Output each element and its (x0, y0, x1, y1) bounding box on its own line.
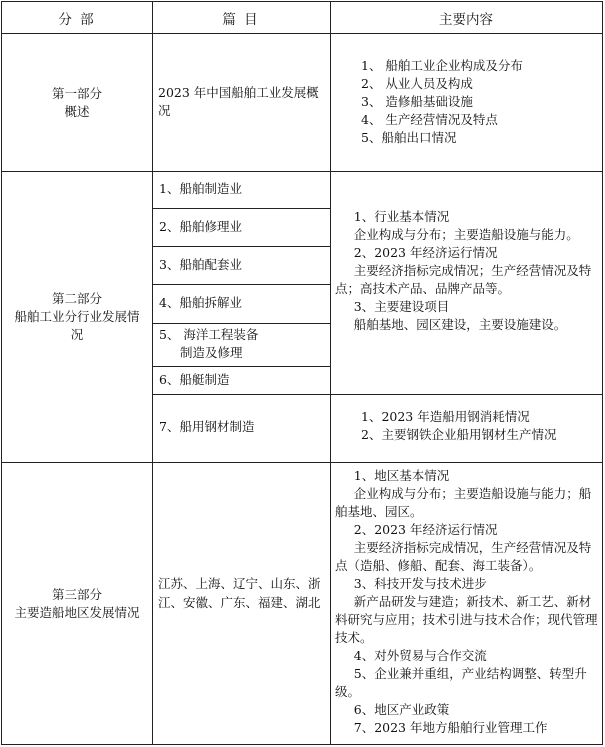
list-item: 3、科技开发与技术进步 (353, 576, 487, 591)
chapter-item: 2、船舶修理业 (159, 219, 242, 234)
list-item: 3、 造修船基础设施 (361, 94, 473, 109)
part3-cell (2, 463, 152, 744)
header-content: 主要内容 (439, 11, 493, 28)
row-divider (152, 208, 330, 209)
part3-chapter: 江苏、上海、辽宁、山东、浙江、安徽、广东、福建、湖北 (158, 576, 321, 610)
chapter-item: 4、船舶拆解业 (159, 295, 242, 310)
list-item: 1、地区基本情况 (353, 468, 450, 483)
list-item: 新产品研发与建造；新技术、新工艺、新材料研究与应用；技术引进与技术合作；现代管理技术。 (335, 594, 598, 645)
list-item: 5、企业兼并重组，产业结构调整、转型升级。 (335, 666, 587, 699)
list-item: 企业构成与分布；主要造船设施与能力；船舶基地、园区。 (335, 486, 592, 519)
chapter-item: 6、船艇制造 (159, 372, 230, 387)
part2-cell (2, 172, 152, 462)
outline-table (1, 1, 603, 745)
column-divider (152, 2, 153, 744)
part1-chapter: 2023 年中国船舶工业发展概况 (158, 85, 319, 118)
list-item: 6、地区产业政策 (353, 702, 450, 717)
list-item: 主要经济指标完成情况；生产经营情况及特点；高技术产品、品牌产品等。 (335, 263, 592, 296)
list-item: 2、 从业人员及构成 (361, 76, 473, 91)
part1-cell (2, 34, 152, 171)
part3-content (335, 467, 599, 737)
chapter-item: 5、 海洋工程装备 (159, 327, 259, 342)
row-divider (152, 366, 330, 367)
chapter-item: 1、船舶制造业 (159, 181, 242, 196)
chapter-item-cont: 制造及修理 (180, 345, 243, 360)
list-item: 企业构成与分布；主要造船设施与能力。 (353, 227, 579, 242)
list-item: 5、船舶出口情况 (361, 130, 457, 145)
row-divider (152, 323, 330, 324)
header-chapter: 篇 目 (222, 11, 260, 28)
list-item: 1、行业基本情况 (353, 209, 450, 224)
header-part: 分 部 (58, 11, 96, 28)
part2-subtitle: 船舶工业分行业发展情况 (14, 309, 140, 342)
list-item: 4、对外贸易与合作交流 (353, 648, 487, 663)
part2-content-a (335, 208, 599, 334)
row-divider (152, 394, 602, 395)
part3-subtitle: 主要造船地区发展情况 (14, 604, 140, 620)
row-divider (152, 246, 330, 247)
list-item: 1、 船舶工业企业构成及分布 (361, 58, 523, 73)
part1-title: 第一部分 (51, 85, 102, 101)
part1-content (361, 57, 597, 147)
part2-title: 第二部分 (51, 291, 102, 306)
part3-title: 第三部分 (51, 586, 102, 602)
list-item: 3、主要建设项目 (353, 299, 450, 314)
list-item: 2、2023 年经济运行情况 (353, 522, 498, 537)
list-item: 主要经济指标完成情况，生产经营情况及特点（造船、修船、配套、海工装备）。 (335, 540, 592, 573)
list-item: 2、2023 年经济运行情况 (353, 245, 498, 260)
chapter-item: 3、船舶配套业 (159, 257, 242, 272)
chapter-item: 7、船用钢材制造 (159, 419, 255, 434)
list-item: 2、主要钢铁企业船用钢材生产情况 (361, 427, 557, 442)
list-item: 船舶基地、园区建设，主要设施建设。 (353, 317, 567, 332)
list-item: 1、2023 年造船用钢消耗情况 (361, 409, 530, 424)
column-divider (330, 2, 331, 744)
part2-content-b (361, 408, 597, 444)
part1-subtitle: 概述 (64, 103, 90, 119)
list-item: 4、 生产经营情况及特点 (361, 112, 498, 127)
list-item: 7、2023 年地方船舶行业管理工作 (353, 720, 548, 735)
row-divider (152, 284, 330, 285)
